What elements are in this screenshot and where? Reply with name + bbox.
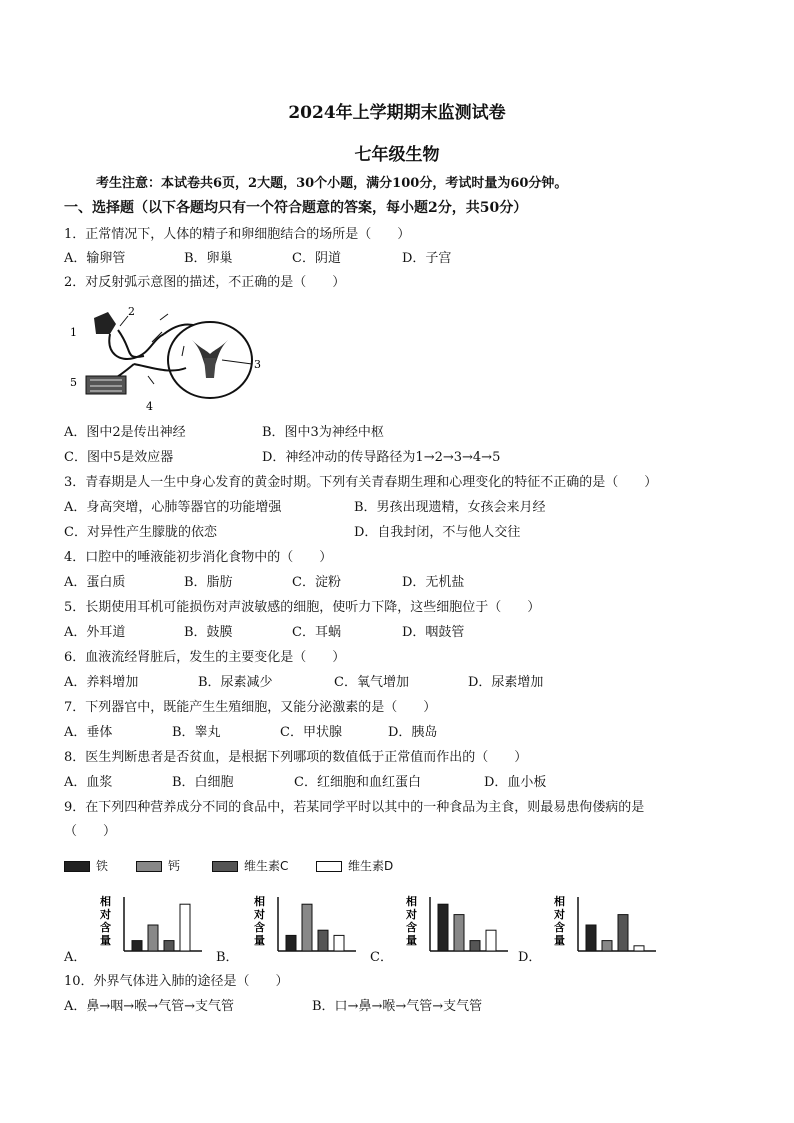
question-1-option-d[interactable]: D．子宫	[402, 251, 452, 266]
figure-label-3: 3	[254, 358, 261, 371]
chart-bar	[132, 941, 142, 951]
question-5-option-d[interactable]: D．咽鼓管	[402, 625, 465, 640]
chart-d	[544, 893, 664, 958]
question-9-stem: 9．在下列四种营养成分不同的食品中，若某同学平时以其中的一种食品为主食，则最易患佝偻病的是	[64, 800, 645, 815]
question-6-stem: 6．血液流经肾脏后，发生的主要变化是（ ）	[64, 650, 346, 665]
chart-axis-label-char: 相	[406, 895, 417, 908]
question-2-option-c[interactable]: C．图中5是效应器	[64, 450, 174, 465]
chart-axis-label-char: 量	[406, 934, 417, 947]
chart-axis-label-char: 相	[554, 895, 565, 908]
question-2-stem: 2．对反射弧示意图的描述，不正确的是（ ）	[64, 275, 346, 290]
question-8-option-b[interactable]: B．白细胞	[172, 775, 234, 790]
question-10-option-a[interactable]: A．鼻→咽→喉→气管→支气管	[64, 999, 234, 1014]
chart-c	[396, 893, 516, 958]
figure-label-2: 2	[128, 305, 135, 318]
question-1-option-c[interactable]: C．阴道	[292, 251, 341, 266]
question-6-option-a[interactable]: A．养料增加	[64, 675, 139, 690]
chart-axis-label-char: 含	[554, 921, 565, 934]
question-3-stem: 3．青春期是人一生中身心发育的黄金时期。下列有关青春期生理和心理变化的特征不正确的是（ ）	[64, 475, 658, 490]
question-7-option-b[interactable]: B．睾丸	[172, 725, 221, 740]
section-heading: 一、选择题（以下各题均只有一个符合题意的答案，每小题2分，共50分）	[64, 200, 528, 216]
question-7-stem: 7．下列器官中，既能产生生殖细胞，又能分泌激素的是（ ）	[64, 700, 437, 715]
question-4-option-c[interactable]: C．淀粉	[292, 575, 341, 590]
question-7-option-a[interactable]: A．垂体	[64, 725, 113, 740]
chart-axis-label-char: 对	[100, 908, 111, 921]
question-7-option-d[interactable]: D．胰岛	[388, 725, 438, 740]
question-4-option-b[interactable]: B．脂肪	[184, 575, 233, 590]
question-6-option-c[interactable]: C．氧气增加	[334, 675, 409, 690]
legend-item-vitamin-d: 维生素D	[316, 857, 393, 874]
question-8-option-a[interactable]: A．血浆	[64, 775, 113, 790]
legend-item-iron: 铁	[64, 857, 108, 874]
question-5-stem: 5．长期使用耳机可能损伤对声波敏感的细胞，使听力下降，这些细胞位于（ ）	[64, 600, 541, 615]
exam-subtitle: 七年级生物	[354, 145, 440, 165]
question-4-option-a[interactable]: A．蛋白质	[64, 575, 126, 590]
question-9-option-d[interactable]: D．	[518, 950, 542, 965]
chart-bar	[602, 941, 612, 951]
chart-b	[244, 893, 364, 958]
figure-label-1: 1	[70, 326, 77, 339]
question-4-option-d[interactable]: D．无机盐	[402, 575, 465, 590]
figure-label-5: 5	[70, 376, 77, 389]
question-1-option-a[interactable]: A．输卵管	[64, 251, 126, 266]
question-4-stem: 4．口腔中的唾液能初步消化食物中的（ ）	[64, 550, 333, 565]
question-9-option-c[interactable]: C．	[370, 950, 393, 965]
reflex-arc-figure	[64, 302, 274, 414]
chart-axis-label-char: 含	[406, 921, 417, 934]
question-10-stem: 10．外界气体进入肺的途径是（ ）	[64, 974, 289, 989]
chart-axis-label-char: 量	[554, 934, 565, 947]
chart-axis-label-char: 含	[254, 921, 265, 934]
question-3-option-b[interactable]: B．男孩出现遗精，女孩会来月经	[354, 500, 546, 515]
chart-legend	[64, 857, 404, 873]
chart-bar	[618, 915, 628, 951]
question-8-stem: 8．医生判断患者是否贫血，是根据下列哪项的数值低于正常值而作出的（ ）	[64, 750, 528, 765]
chart-axis-label-char: 相	[254, 895, 265, 908]
chart-bar	[334, 935, 344, 951]
chart-bar	[164, 941, 174, 951]
exam-title: 2024年上学期期末监测试卷	[288, 103, 506, 123]
question-6-option-d[interactable]: D．尿素增加	[468, 675, 544, 690]
chart-axis-label-char: 对	[406, 908, 417, 921]
chart-bar	[148, 925, 158, 951]
chart-axis-label-char: 对	[554, 908, 565, 921]
question-2-option-a[interactable]: A．图中2是传出神经	[64, 425, 186, 440]
chart-bar	[470, 941, 480, 951]
question-2-option-b[interactable]: B．图中3为神经中枢	[262, 425, 384, 440]
question-5-option-b[interactable]: B．鼓膜	[184, 625, 233, 640]
question-3-option-d[interactable]: D．自我封闭，不与他人交往	[354, 525, 521, 540]
question-2-option-d[interactable]: D．神经冲动的传导路径为1→2→3→4→5	[262, 450, 501, 465]
question-3-option-c[interactable]: C．对异性产生朦胧的依恋	[64, 525, 217, 540]
question-3-option-a[interactable]: A．身高突增，心肺等器官的功能增强	[64, 500, 282, 515]
chart-bar	[302, 904, 312, 951]
question-8-option-c[interactable]: C．红细胞和血红蛋白	[294, 775, 421, 790]
chart-axis-label-char: 含	[100, 921, 111, 934]
legend-item-calcium: 钙	[136, 857, 180, 874]
question-1-stem: 1．正常情况下，人体的精子和卵细胞结合的场所是（ ）	[64, 227, 411, 242]
chart-bar	[286, 935, 296, 951]
question-9-option-b[interactable]: B．	[216, 950, 239, 965]
figure-label-4: 4	[146, 400, 153, 413]
question-8-option-d[interactable]: D．血小板	[484, 775, 547, 790]
chart-axis-label-char: 相	[100, 895, 111, 908]
chart-bar	[180, 904, 190, 951]
chart-bar	[486, 930, 496, 951]
chart-axis-label-char: 量	[100, 934, 111, 947]
question-1-option-b[interactable]: B．卵巢	[184, 251, 233, 266]
chart-bar	[634, 946, 644, 951]
question-5-option-c[interactable]: C．耳蜗	[292, 625, 341, 640]
chart-axis-label-char: 量	[254, 934, 265, 947]
chart-axis-label-char: 对	[254, 908, 265, 921]
chart-bar	[318, 930, 328, 951]
chart-a	[90, 893, 210, 958]
question-9-option-a[interactable]: A．	[64, 950, 87, 965]
question-7-option-c[interactable]: C．甲状腺	[280, 725, 342, 740]
question-6-option-b[interactable]: B．尿素减少	[198, 675, 273, 690]
question-10-option-b[interactable]: B．口→鼻→喉→气管→支气管	[312, 999, 483, 1014]
chart-bar	[586, 925, 596, 951]
exam-notice: 考生注意：本试卷共6页，2大题，30个小题，满分100分，考试时量为60分钟。	[96, 176, 568, 191]
question-5-option-a[interactable]: A．外耳道	[64, 625, 126, 640]
legend-item-vitamin-c: 维生素C	[212, 857, 288, 874]
chart-bar	[454, 915, 464, 951]
chart-bar	[438, 904, 448, 951]
question-9-stem-bracket: （ ）	[64, 824, 117, 839]
